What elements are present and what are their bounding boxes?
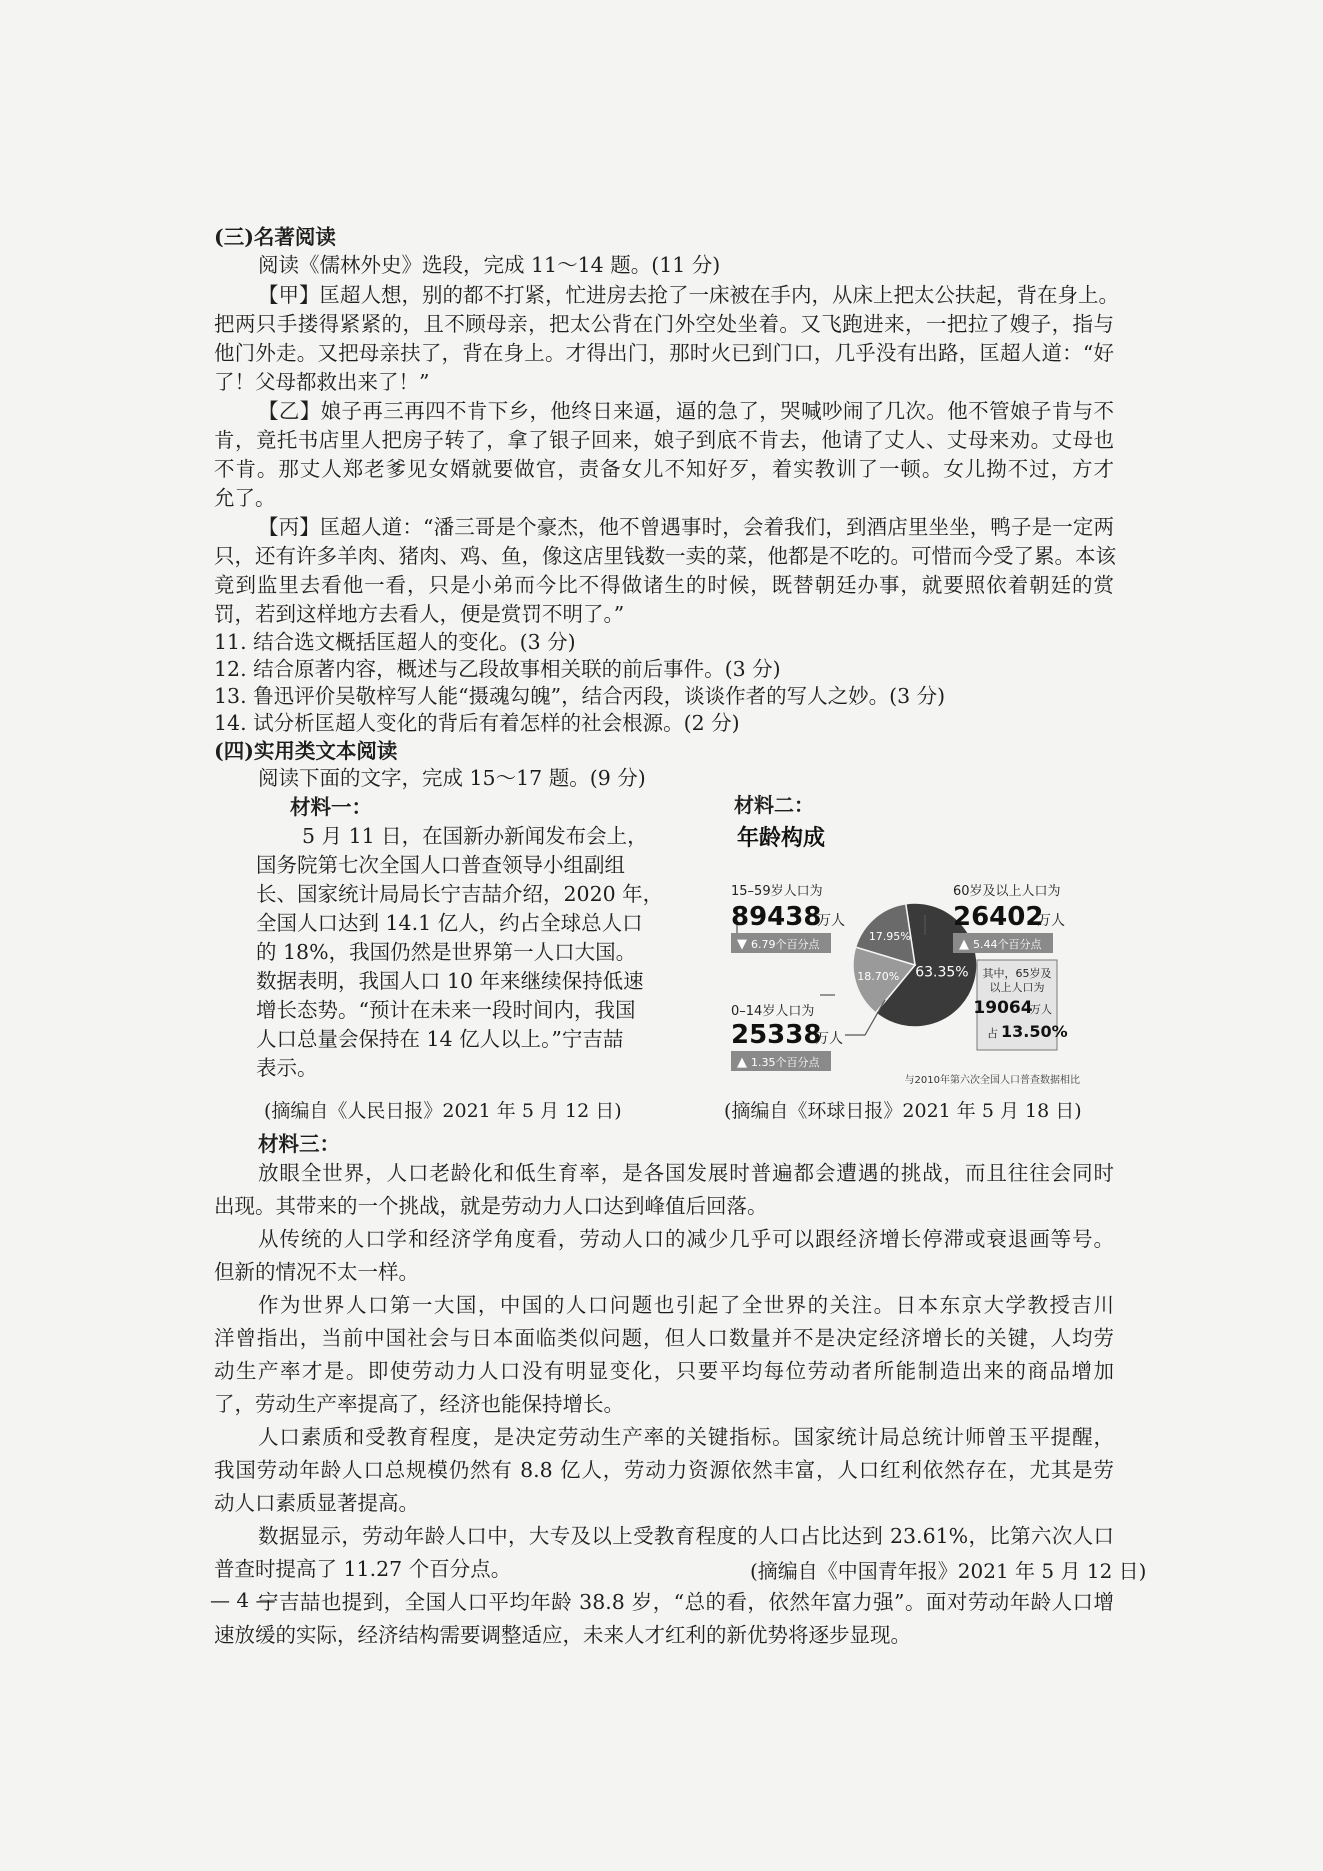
slice-label-60-plus: 60岁及以上人口为 [953,884,1061,899]
sub-note-line: 以上人口为 [989,981,1045,994]
material-3-line: 但新的情况不太一样。 [214,1260,419,1284]
slice-label-0-14: 0–14岁人口为 [731,1004,815,1019]
material-3-line: 宁吉喆也提到，全国人口平均年龄 38.8 岁，“总的看，依然年富力强”。面对劳动年龄人口增 [258,1590,1114,1614]
material-3-title: 材料三： [258,1132,340,1156]
change-text-15-59: 6.79个百分点 [751,938,820,951]
passage-yi-line: 不肯。那丈人郑老爹见女婿就要做官，责备女儿不知好歹，着实教训了一顿。女儿拗不过，方才 [214,457,1114,481]
material-3-line: 放眼全世界，人口老龄化和低生育率，是各国发展时普遍都会遭遇的挑战，而且往往会同时 [258,1161,1114,1185]
material-1-source: (摘编自《人民日报》2021 年 5 月 12 日) [264,1100,622,1122]
material-3-line: 作为世界人口第一大国，中国的人口问题也引起了全世界的关注。日本东京大学教授吉川 [258,1293,1114,1317]
chart-footnote: 与2010年第六次全国人口普查数据相比 [904,1075,1080,1086]
question-12: 12. 结合原著内容，概述与乙段故事相关联的前后事件。(3 分) [214,657,781,681]
section-3-title: (三)名著阅读 [214,225,336,249]
passage-bing-line: 竟到监里去看他一看，只是小弟而今比不得做诸生的时候，既替朝廷办事，就要照依着朝廷的赏 [214,573,1114,597]
passage-jia-line: 把两只手搂得紧紧的，且不顾母亲，把太公背在门外空处坐着。又飞跑进来，一把拉了嫂子，指与 [214,312,1114,336]
question-14: 14. 试分析匡超人变化的背后有着怎样的社会根源。(2 分) [214,711,740,735]
slice-label-15-59: 15–59岁人口为 [731,884,823,899]
sub-note-line: 其中，65岁及 [982,967,1052,980]
sub-note-unit: 万人 [1030,1003,1052,1016]
arrow-up-icon: ▲ [959,937,969,952]
material-3-line: 从传统的人口学和经济学角度看，劳动人口的减少几乎可以跟经济增长停滞或衰退画等号。 [258,1227,1114,1251]
age-structure-chart [725,815,1085,1090]
passage-yi-line: 【乙】娘子再三再四不肯下乡，他终日来逼，逼的急了，哭喊吵闹了几次。他不管娘子肯与不 [258,399,1114,423]
material-1-line: 数据表明，我国人口 10 年来继续保持低速 [256,969,644,993]
material-1-line: 长、国家统计局局长宁吉喆介绍，2020 年， [256,882,664,906]
material-3-line: 洋曾指出，当前中国社会与日本面临类似问题，但人口数量并不是决定经济增长的关键，人均劳 [214,1326,1114,1350]
slice-count-0-14: 25338 [731,1020,822,1050]
material-3-line: 了，劳动生产率提高了，经济也能保持增长。 [214,1392,624,1416]
material-3-line: 普查时提高了 11.27 个百分点。 [214,1557,512,1581]
material-1-line: 表示。 [256,1056,318,1080]
passage-bing-line: 【丙】匡超人道：“潘三哥是个豪杰，他不曾遇事时，会着我们，到酒店里坐坐，鸭子是一定两 [258,515,1114,539]
chart-title: 年龄构成 [737,826,826,851]
material-1-line: 人口总量会保持在 14 亿人以上。”宁吉喆 [256,1027,624,1051]
question-11: 11. 结合选文概括匡超人的变化。(3 分) [214,630,576,654]
material-3-line: 数据显示，劳动年龄人口中，大专及以上受教育程度的人口占比达到 23.61%，比第六次人口 [258,1524,1114,1548]
material-3-line: 动人口素质显著提高。 [214,1491,419,1515]
change-text-60-plus: 5.44个百分点 [973,938,1042,951]
passage-yi-line: 允了。 [214,486,276,510]
slice-count-60-plus: 26402 [953,902,1044,932]
sub-note-count: 19064 [973,998,1033,1018]
material-1-line: 的 18%，我国仍然是世界第一人口大国。 [256,940,637,964]
material-1-line: 5 月 11 日，在国新办新闻发布会上， [302,824,648,848]
sub-note-share-prefix: 占 [987,1027,998,1040]
slice-unit: 万人 [815,1031,843,1047]
arrow-down-icon: ▼ [737,937,747,952]
passage-jia-line: 【甲】匡超人想，别的都不打紧，忙进房去抢了一床被在手内，从床上把太公扶起，背在身上。 [258,283,1119,307]
material-3-line: 出现。其带来的一个挑战，就是劳动力人口达到峰值后回落。 [214,1194,768,1218]
material-1-line: 全国人口达到 14.1 亿人，约占全球总人口 [256,911,643,935]
material-1-line: 国务院第七次全国人口普查领导小组副组 [256,853,625,877]
change-text-0-14: 1.35个百分点 [751,1056,820,1069]
arrow-up-icon: ▲ [737,1055,747,1070]
page-number: — 4 — [210,1588,276,1612]
section-4-intro: 阅读下面的文字，完成 15～17 题。(9 分) [258,766,646,790]
passage-bing-line: 只，还有许多羊肉、猪肉、鸡、鱼，像这店里钱数一卖的菜，他都是不吃的。可惜而今受了累。本该 [214,544,1116,568]
material-1-title: 材料一： [290,795,372,819]
material-3-line: 人口素质和受教育程度，是决定劳动生产率的关键指标。国家统计局总统计师曾玉平提醒， [258,1425,1114,1449]
pie-slice-label: 18.70% [857,970,900,984]
passage-bing-line: 罚，若到这样地方去看人，便是赏罚不明了。” [214,602,625,626]
material-3-line: 我国劳动年龄人口总规模仍然有 8.8 亿人，劳动力资源依然丰富，人口红利依然存在，尤其是劳 [214,1458,1114,1482]
section-3-intro: 阅读《儒林外史》选段，完成 11～14 题。(11 分) [258,253,721,277]
passage-yi-line: 肯，竟托书店里人把房子转了，拿了银子回来，娘子到底不肯去，他请了丈人、丈母来劝。丈母也 [214,428,1114,452]
material-2-title: 材料二： [734,793,814,817]
material-3-line: 速放缓的实际，经济结构需要调整适应，未来人才红利的新优势将逐步显现。 [214,1623,911,1647]
material-2-source: (摘编自《环球日报》2021 年 5 月 18 日) [724,1100,1082,1122]
question-13: 13. 鲁迅评价吴敬梓写人能“摄魂勾魄”，结合丙段，谈谈作者的写人之妙。(3 分) [214,684,946,708]
sub-note-share: 13.50% [1001,1022,1068,1041]
section-4-title: (四)实用类文本阅读 [214,739,398,763]
pie-slice-label: 63.35% [915,964,969,981]
material-3-line: 动生产率才是。即使劳动力人口没有明显变化，只要平均每位劳动者所能制造出来的商品增加 [214,1359,1114,1383]
pie-slice-label: 17.95% [868,929,911,943]
slice-unit: 万人 [817,913,845,929]
material-3-source: (摘编自《中国青年报》2021 年 5 月 12 日) [750,1559,1147,1583]
material-1-line: 增长态势。“预计在未来一段时间内，我国 [256,998,636,1022]
passage-jia-line: 了！父母都救出来了！” [214,370,430,394]
slice-unit: 万人 [1037,913,1065,929]
passage-jia-line: 他门外走。又把母亲扶了，背在身上。才得出门，那时火已到门口，几乎没有出路，匡超人道：“好 [214,341,1114,365]
slice-count-15-59: 89438 [731,902,822,932]
